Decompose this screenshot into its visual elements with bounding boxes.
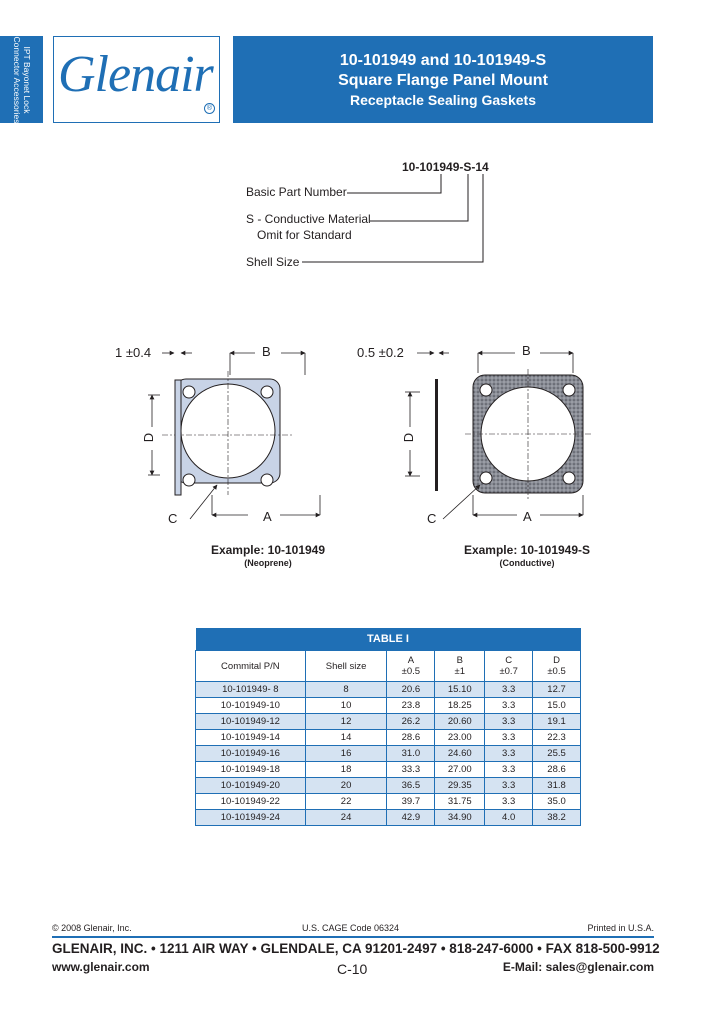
pn-conductive-label: S - Conductive Material [246, 212, 371, 226]
table-cell: 24 [305, 810, 387, 826]
side-profile [175, 380, 181, 495]
header-cell: C ±0.7 [485, 651, 533, 682]
neoprene-dim-a: A [263, 509, 272, 524]
conductive-dim-d: D [401, 432, 417, 443]
leader-shell [302, 174, 483, 262]
title-line-1: 10-101949 and 10-101949-S [339, 52, 547, 69]
table-cell: 8 [305, 682, 387, 698]
table-row [196, 810, 581, 826]
neoprene-example: Example: 10-101949 [210, 543, 326, 557]
mount-hole-tr [261, 386, 273, 398]
leader-conductive [370, 174, 468, 221]
table-cell: 28.6 [533, 762, 581, 778]
mount-hole-bl [183, 474, 195, 486]
table-cell: 29.35 [435, 778, 485, 794]
mount-hole-br [261, 474, 273, 486]
neoprene-material: (Neoprene) [244, 558, 292, 568]
conductive-material: (Conductive) [499, 558, 555, 568]
table-cell: 22.3 [533, 730, 581, 746]
table-i [195, 628, 581, 826]
logo-text: Glenair [58, 46, 213, 103]
leader-basic [347, 174, 441, 193]
table-cell: 3.3 [485, 746, 533, 762]
conductive-hole-tr [563, 384, 575, 396]
table-cell: 23.8 [387, 698, 435, 714]
pn-basic-label: Basic Part Number [246, 185, 347, 199]
table-header-row [196, 651, 581, 682]
conductive-dim-b: B [522, 343, 531, 358]
header-cell: A ±0.5 [387, 651, 435, 682]
title-line-2: Square Flange Panel Mount [338, 72, 548, 89]
table-cell: 42.9 [387, 810, 435, 826]
cage-code: U.S. CAGE Code 06324 [302, 923, 400, 933]
table-cell: 12 [305, 714, 387, 730]
table-cell: 14 [305, 730, 387, 746]
table-cell: 10-101949- 8 [196, 682, 306, 698]
table-cell: 18 [305, 762, 387, 778]
header-cell: Commital P/N [196, 651, 306, 682]
table-cell: 20 [305, 778, 387, 794]
table-cell: 3.3 [485, 762, 533, 778]
table-cell: 33.3 [387, 762, 435, 778]
table-cell: 39.7 [387, 794, 435, 810]
table-cell: 23.00 [435, 730, 485, 746]
neoprene-thickness: 1 ±0.4 [115, 345, 152, 360]
table-cell: 3.3 [485, 714, 533, 730]
table-cell: 22 [305, 794, 387, 810]
neoprene-dim-b: B [262, 344, 271, 359]
table-row [196, 698, 581, 714]
company-address: GLENAIR, INC. • 1211 AIR WAY • GLENDALE, CA 91201-2497 • 818-247-6000 • FAX 818-500-9912 [52, 941, 660, 956]
table-cell: 15.0 [533, 698, 581, 714]
printed-in: Printed in U.S.A. [587, 923, 654, 933]
table-cell: 16 [305, 746, 387, 762]
table-cell: 3.3 [485, 794, 533, 810]
table-cell: 38.2 [533, 810, 581, 826]
table-cell: 3.3 [485, 778, 533, 794]
neoprene-dim-d: D [141, 432, 157, 443]
table-cell: 20.60 [435, 714, 485, 730]
table-caption: TABLE I [196, 628, 581, 651]
table-cell: 10-101949-16 [196, 746, 306, 762]
table-cell: 24.60 [435, 746, 485, 762]
pn-example: 10-101949-S-14 [402, 160, 489, 174]
dimensions-table [195, 628, 581, 826]
conductive-dim-a: A [523, 509, 532, 524]
side-tab-label: IPT Bayonet Lock Connector Accessories [11, 36, 32, 123]
table-row [196, 778, 581, 794]
conductive-hole-tl [480, 384, 492, 396]
table-cell: 27.00 [435, 762, 485, 778]
conductive-hole-br [563, 472, 575, 484]
page-number: C-10 [337, 961, 368, 977]
table-cell: 10-101949-10 [196, 698, 306, 714]
table-cell: 3.3 [485, 682, 533, 698]
table-cell: 10-101949-24 [196, 810, 306, 826]
title-line-3: Receptacle Sealing Gaskets [350, 92, 536, 108]
table-cell: 12.7 [533, 682, 581, 698]
table-row [196, 714, 581, 730]
table-cell: 36.5 [387, 778, 435, 794]
conductive-hole-bl [480, 472, 492, 484]
header-cell: D ±0.5 [533, 651, 581, 682]
email-link[interactable]: E-Mail: sales@glenair.com [502, 960, 654, 974]
conductive-thickness: 0.5 ±0.2 [357, 345, 404, 360]
table-cell: 35.0 [533, 794, 581, 810]
header-cell: B ±1 [435, 651, 485, 682]
mount-hole-tl [183, 386, 195, 398]
table-row [196, 730, 581, 746]
table-cell: 31.75 [435, 794, 485, 810]
pn-omit-label: Omit for Standard [257, 228, 352, 242]
footer-rule [52, 936, 654, 938]
table-cell: 10-101949-12 [196, 714, 306, 730]
table-cell: 10-101949-18 [196, 762, 306, 778]
table-row [196, 794, 581, 810]
table-cell: 15.10 [435, 682, 485, 698]
pn-leader-lines [0, 0, 720, 300]
conductive-dim-c: C [427, 511, 437, 526]
table-cell: 25.5 [533, 746, 581, 762]
table-cell: 3.3 [485, 730, 533, 746]
table-cell: 34.90 [435, 810, 485, 826]
table-cell: 28.6 [387, 730, 435, 746]
header-cell: Shell size [305, 651, 387, 682]
table-cell: 10-101949-20 [196, 778, 306, 794]
gasket-diagram-conductive [345, 335, 595, 535]
table-cell: 10 [305, 698, 387, 714]
website-link[interactable]: www.glenair.com [52, 960, 150, 974]
table-row [196, 746, 581, 762]
table-cell: 3.3 [485, 698, 533, 714]
table-row [196, 762, 581, 778]
pn-shell-label: Shell Size [246, 255, 300, 269]
table-row [196, 682, 581, 698]
table-cell: 10-101949-22 [196, 794, 306, 810]
table-cell: 20.6 [387, 682, 435, 698]
neoprene-dim-c: C [168, 511, 178, 526]
conductive-example: Example: 10-101949-S [463, 543, 591, 557]
table-cell: 19.1 [533, 714, 581, 730]
table-cell: 4.0 [485, 810, 533, 826]
gasket-diagram-neoprene [100, 335, 340, 535]
table-cell: 18.25 [435, 698, 485, 714]
table-cell: 10-101949-14 [196, 730, 306, 746]
table-cell: 31.8 [533, 778, 581, 794]
table-cell: 31.0 [387, 746, 435, 762]
table-cell: 26.2 [387, 714, 435, 730]
copyright: © 2008 Glenair, Inc. [52, 923, 132, 933]
registered-mark: ® [204, 103, 215, 114]
conductive-side-profile [435, 379, 438, 491]
